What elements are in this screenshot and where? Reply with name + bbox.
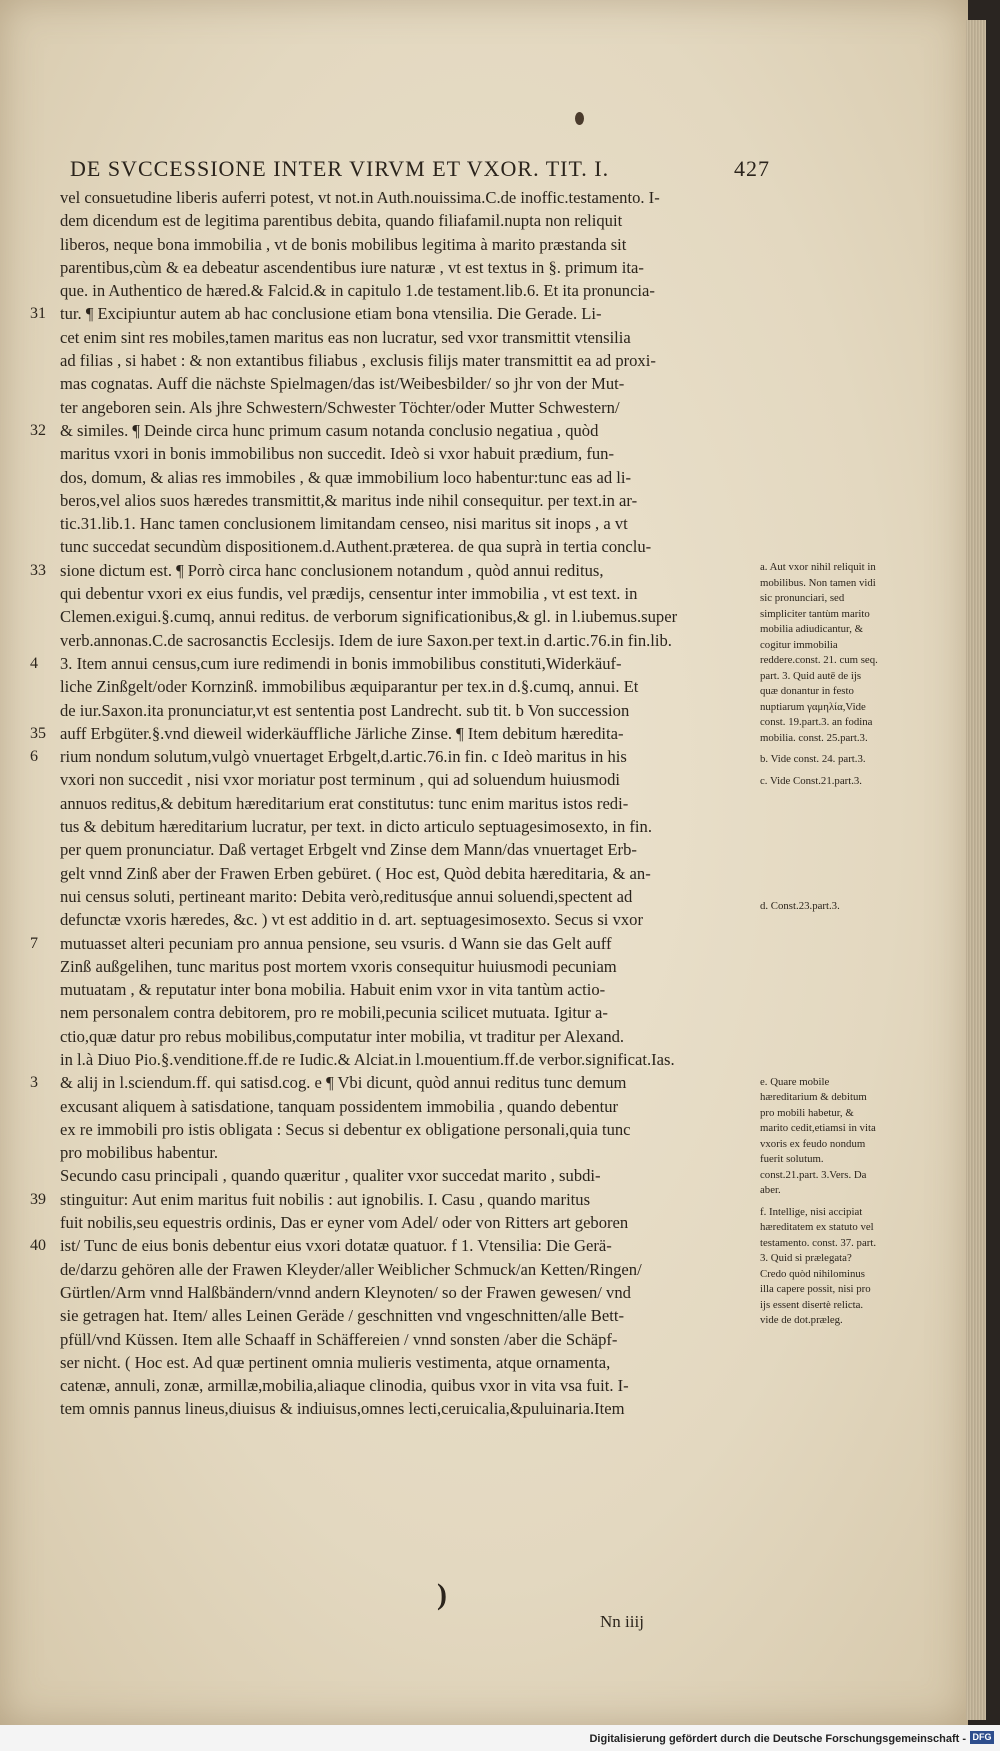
text-line	[30, 629, 742, 652]
line-text: beros,vel alios suos hæredes transmittit,& maritus inde nihil consequitur. per text.in ar-	[60, 490, 638, 510]
line-text: excusant aliquem à satisdatione, tanquam possidentem immobilia , quando debentur	[60, 1096, 619, 1116]
text-line	[30, 559, 742, 582]
text-line	[30, 396, 742, 419]
text-line	[30, 349, 742, 372]
margin-note: b. Vide const. 24. part.3.	[760, 753, 866, 765]
text-line	[30, 1211, 742, 1234]
text-line	[30, 1001, 742, 1024]
line-text: & similes. ¶ Deinde circa hunc primum casum notanda conclusio negatiua , quòd	[60, 420, 599, 440]
line-text: cet enim sint res mobiles,tamen maritus eas non lucratur, sed vxor transmittit vtensilia	[60, 327, 631, 347]
line-text: parentibus,cùm & ea debeatur ascendentibus iure naturæ , vt est textus in §. primum ita-	[60, 257, 644, 277]
line-text: mas cognatas. Auff die nächste Spielmagen/das ist/Weibesbilder/ so jhr von der Mut-	[60, 374, 625, 394]
text-line	[30, 209, 742, 232]
line-text: defunctæ vxoris hæredes, &c. ) vt est additio in d. art. septuagesimosexto. Secus si vxor	[60, 910, 643, 930]
main-text	[30, 186, 742, 1421]
text-line	[30, 279, 742, 302]
line-text: fuit nobilis,seu equestris ordinis, Das er eyner vom Adel/ oder von Ritters art geboren	[60, 1213, 629, 1233]
text-line	[30, 535, 742, 558]
text-line	[30, 605, 742, 628]
text-line	[30, 512, 742, 535]
line-number: 31	[30, 305, 46, 323]
line-text: Zinß außgelihen, tunc maritus post mortem vxoris consequitur huiusmodi pecuniam	[60, 956, 617, 976]
line-text: vel consuetudine liberis auferri potest, vt not.in Auth.nouissima.C.de inoffic.testamento. I-	[60, 188, 660, 207]
margin-note: e. Quare mobile hæreditarium & debitum pro mobili habetur, & marito cedit,etiamsi in vita vxoris ex feudo nondum fuerit solutum. const.21.part. 3.Vers. Da aber.	[760, 1075, 876, 1196]
line-text: ter angeboren sein. Als jhre Schwestern/Schwester Töchter/oder Mutter Schwestern/	[60, 397, 620, 417]
text-line	[30, 302, 742, 325]
line-text: gelt vnnd Zinß aber der Frawen Erben gebüret. ( Hoc est, Quòd debita hæreditaria, & an-	[60, 863, 651, 883]
text-line	[30, 792, 742, 815]
text-line	[30, 1281, 742, 1304]
line-text: auff Erbgüter.§.vnd dieweil widerkäuffliche Järliche Zinse. ¶ Item debitum hæredita-	[60, 723, 624, 743]
text-line	[30, 1118, 742, 1141]
line-text: in l.à Diuo Pio.§.venditione.ff.de re Iudic.& Alciat.in l.mouentium.ff.de verbor.significat.Ias.	[60, 1049, 675, 1069]
line-text: stinguitur: Aut enim maritus fuit nobilis : aut ignobilis. I. Casu , quando maritus	[60, 1189, 591, 1209]
line-text: Clemen.exigui.§.cumq, annui reditus. de verborum significationibus,& gl. in l.iubemus.super	[60, 607, 678, 627]
catchword: Nn iiij	[600, 1612, 644, 1631]
line-text: liberos, neque bona immobilia , vt de bonis mobilibus legitima à marito præstanda sit	[60, 234, 627, 254]
ink-spot	[575, 112, 584, 125]
margin-note: f. Intellige, nisi accipiat hæreditatem ex statuto vel testamento. const. 37. part. 3. Quid si prælegata? Credo quòd nihilominus illa capere possit, nisi pro ijs essent disertè relicta. vide de dot.præleg.	[760, 1205, 877, 1326]
text-line	[30, 1188, 742, 1211]
text-line	[30, 908, 742, 931]
text-line	[30, 1025, 742, 1048]
line-number: 39	[30, 1190, 46, 1208]
line-number: 35	[30, 724, 46, 742]
text-line	[30, 768, 742, 791]
text-line	[30, 1048, 742, 1071]
bottom-mark: )	[437, 1578, 447, 1611]
page-edge	[966, 20, 986, 1720]
line-text: per quem pronunciatur. Daß vertaget Erbgelt vnd Zinse dem Mann/das vnuertaget Erb-	[60, 840, 637, 860]
text-line	[30, 1095, 742, 1118]
line-text: dos, domum, & alias res immobiles , & quæ immobilium loco habentur:tunc eas ad li-	[60, 467, 632, 487]
line-text: ad filias , si habet : & non extantibus filiabus , exclusis filijs mater transmittit ea ad proxi-	[60, 351, 656, 371]
text-line	[30, 466, 742, 489]
line-text: sie getragen hat. Item/ alles Leinen Geräde / geschnitten vnd vngeschnitten/alle Bett-	[60, 1306, 624, 1326]
line-text: nem personalem contra debitorem, pro re mobili,pecunia scilicet mutuata. Igitur a-	[60, 1003, 608, 1023]
margin-note: a. Aut vxor nihil reliquit in mobilibus. Non tamen vidi sic pronunciari, sed simpliciter tantùm marito mobilia adiudicantur, & cogitur immobilia reddere.const. 21. cum seq. part. 3. Quid autē de ijs quæ donantur in festo nuptiarum γαμηλία,Vide const. 19.part.3. an fodina mobilia. const. 25.part.3.	[760, 561, 878, 744]
text-line	[30, 372, 742, 395]
line-text: 3. Item annui census,cum iure redimendi in bonis immobilibus constituti,Widerkäuf-	[60, 653, 622, 673]
text-line	[30, 978, 742, 1001]
line-text: tus & debitum hæreditarium lucratur, per text. in dicto articulo septuagesimosexto, in fin.	[60, 817, 652, 837]
line-text: de iur.Saxon.ita pronunciatur,vt est sententia post Landrecht. sub tit. b Von succession	[60, 700, 630, 720]
text-line	[30, 1397, 742, 1420]
text-line	[30, 1258, 742, 1281]
text-line	[30, 1164, 742, 1187]
text-line	[30, 1304, 742, 1327]
dfg-logo: DFG	[970, 1731, 994, 1744]
line-text: mutuasset alteri pecuniam pro annua pensione, seu vsuris. d Wann sie das Gelt auff	[60, 933, 612, 953]
text-line	[30, 675, 742, 698]
line-text: tic.31.lib.1. Hanc tamen conclusionem limitandam censeo, nisi maritus sit inops , a vt	[60, 514, 628, 534]
line-text: pfüll/vnd Küssen. Item alle Schaaff in Schäffereien / vnnd sonsten /aber die Schäpf-	[60, 1329, 618, 1349]
text-line	[30, 326, 742, 349]
line-text: & alij in l.sciendum.ff. qui satisd.cog. e ¶ Vbi dicunt, quòd annui reditus tunc demum	[60, 1073, 627, 1093]
text-line	[30, 1328, 742, 1351]
line-number: 40	[30, 1237, 46, 1255]
text-line	[30, 652, 742, 675]
margin-note: c. Vide Const.21.part.3.	[760, 774, 863, 787]
text-line	[30, 186, 742, 209]
margin-note: d. Const.23.part.3.	[760, 900, 840, 912]
margin-notes	[760, 560, 880, 1335]
line-text: tem omnis pannus lineus,diuisus & indiuisus,omnes lecti,ceruicalia,&puluinaria.Item	[60, 1399, 625, 1419]
text-line	[30, 582, 742, 605]
line-number: 4	[30, 654, 38, 672]
line-number: 32	[30, 421, 46, 439]
line-text: ser nicht. ( Hoc est. Ad quæ pertinent omnia mulieris vestimenta, atque ornamenta,	[60, 1352, 611, 1372]
line-text: catenæ, annuli, zonæ, armillæ,mobilia,aliaque clinodia, quibus vxor in vita vsa fuit. I-	[60, 1376, 629, 1396]
line-text: ist/ Tunc de eius bonis debentur eius vxori dotatæ quatuor. f 1. Vtensilia: Die Gerä-	[60, 1236, 612, 1256]
text-line	[30, 489, 742, 512]
text-line	[30, 862, 742, 885]
text-line	[30, 419, 742, 442]
line-text: de/darzu gehören alle der Frawen Kleyder/aller Weiblicher Schmuck/an Ketten/Ringen/	[60, 1259, 642, 1279]
line-text: rium nondum solutum,vulgò vnuertaget Erbgelt,d.artic.76.in fin. c Ideò maritus in his	[60, 747, 627, 767]
line-text: vxori non succedit , nisi vxor moriatur post terminum , qui ad soluendum huiusmodi	[60, 770, 620, 790]
text-line	[30, 815, 742, 838]
line-text: sione dictum est. ¶ Porrò circa hanc conclusionem notandum , quòd annui reditus,	[60, 560, 604, 580]
running-header	[70, 156, 770, 182]
text-line	[30, 838, 742, 861]
line-text: tunc succedat secundùm dispositionem.d.Authent.præterea. de qua suprà in tertia conclu-	[60, 537, 652, 557]
text-line	[30, 256, 742, 279]
text-line	[30, 745, 742, 768]
text-line	[30, 699, 742, 722]
line-text: annuos reditus,& debitum hæreditarium erat constitutus: tunc enim maritus istos redi-	[60, 793, 629, 813]
line-text: maritus vxori in bonis immobilibus non succedit. Ideò si vxor habuit prædium, fun-	[60, 444, 614, 464]
line-text: mutuatam , & reputatur inter bona mobilia. Habuit enim vxor in vita tantùm actio-	[60, 980, 606, 1000]
text-line	[30, 722, 742, 745]
footer-bar	[0, 1725, 1000, 1751]
text-line	[30, 1374, 742, 1397]
text-line	[30, 1071, 742, 1094]
line-text: tur. ¶ Excipiuntur autem ab hac conclusione etiam bona vtensilia. Die Gerade. Li-	[60, 304, 602, 324]
line-number: 7	[30, 934, 38, 952]
line-number: 3	[30, 1074, 38, 1092]
footer-credit: Digitalisierung gefördert durch die Deutsche Forschungsgemeinschaft -	[589, 1733, 966, 1745]
line-text: liche Zinßgelt/oder Kornzinß. immobilibus æquiparantur per tex.in d.§.cumq, annui. Et	[60, 677, 639, 697]
line-text: nui census soluti, pertineant marito: Debita verò,reditusq́ue annui soluendi,spectent ad	[60, 886, 633, 906]
running-title: DE SVCCESSIONE INTER VIRVM ET VXOR. TIT. I.	[70, 156, 610, 181]
page-number: 427	[734, 156, 770, 181]
line-text: ex re immobili pro istis obligata : Secus si debentur ex obligatione personali,quia tunc	[60, 1119, 631, 1139]
text-line	[30, 1234, 742, 1257]
line-text: verb.annonas.C.de sacrosanctis Ecclesijs. Idem de iure Saxon.per text.in d.artic.76.in fin.lib.	[60, 630, 672, 650]
line-number: 33	[30, 561, 46, 579]
line-text: pro mobilibus habentur.	[60, 1143, 219, 1163]
text-line	[30, 955, 742, 978]
line-number: 6	[30, 748, 38, 766]
line-text: dem dicendum est de legitima parentibus debita, quando filiafamil.nupta non reliquit	[60, 211, 623, 231]
line-text: Secundo casu principali , quando quæritur , qualiter vxor succedat marito , subdi-	[60, 1166, 601, 1186]
line-text: ctio,quæ datur pro rebus mobilibus,computatur inter mobilia, vt traditur per Alexand.	[60, 1026, 625, 1046]
text-line	[30, 1141, 742, 1164]
text-line	[30, 885, 742, 908]
text-line	[30, 932, 742, 955]
text-line	[30, 233, 742, 256]
text-line	[30, 1351, 742, 1374]
line-text: Gürtlen/Arm vnnd Halßbändern/vnnd andern Kleynoten/ so der Frawen gewesen/ vnd	[60, 1282, 631, 1302]
line-text: que. in Authentico de hæred.& Falcid.& in capitulo 1.de testament.lib.6. Et ita pronuncia-	[60, 281, 655, 301]
line-text: qui debentur vxori ex eius fundis, vel prædijs, censentur inter immobilia , vt est text. in	[60, 584, 638, 604]
text-line	[30, 442, 742, 465]
